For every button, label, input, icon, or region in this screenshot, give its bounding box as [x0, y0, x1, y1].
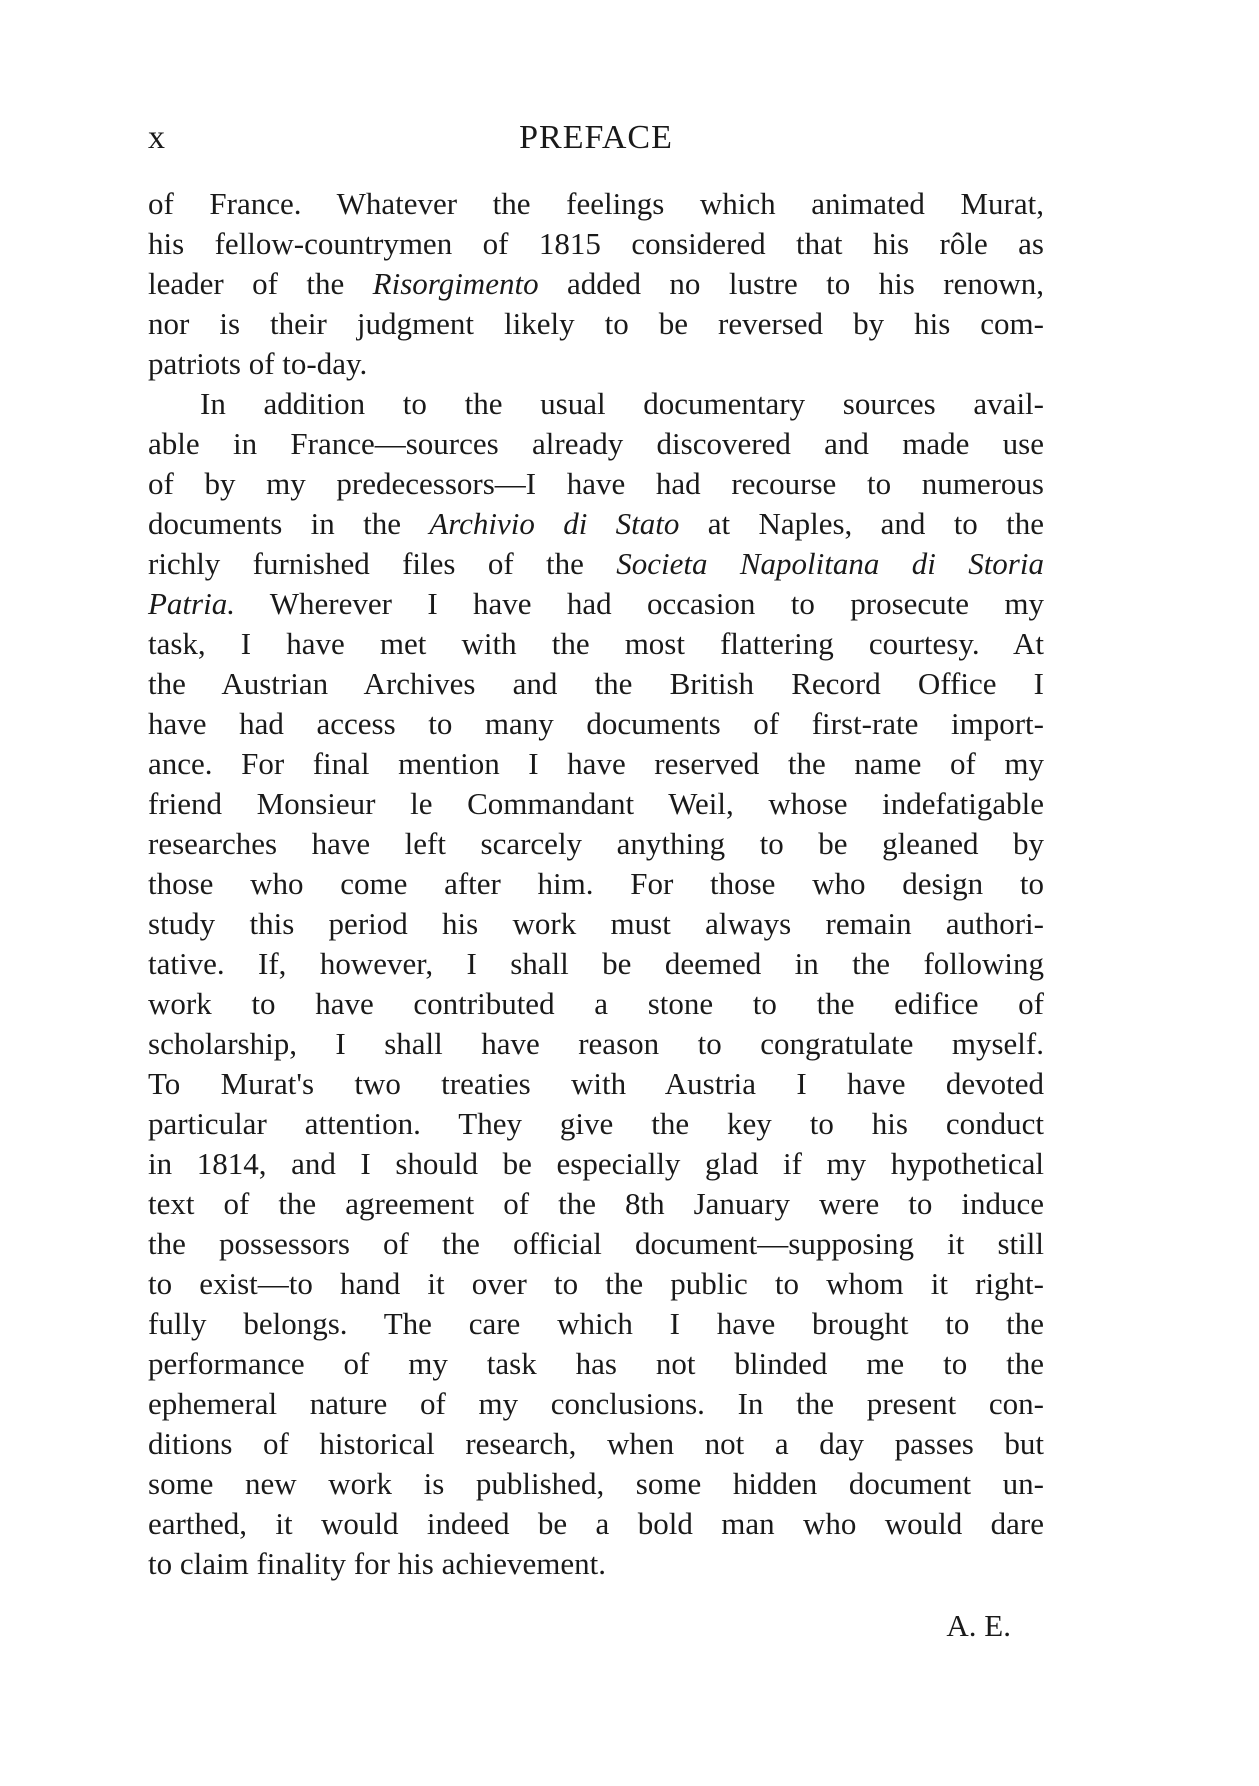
text-line: to claim finality for his achievement.	[148, 1546, 606, 1581]
text-line: have had access to many documents of first-rate import-	[148, 706, 1044, 741]
text-line: task, I have met with the most flattering courtesy. At	[148, 626, 1044, 661]
text-line: in 1814, and I should be especially glad if my hypothetical	[148, 1146, 1044, 1181]
running-head: PREFACE	[519, 119, 673, 156]
text-line: performance of my task has not blinded me to the	[148, 1346, 1044, 1381]
paragraph	[148, 384, 1044, 1584]
page-number: x	[148, 119, 165, 156]
text-line: some new work is published, some hidden document un-	[148, 1466, 1044, 1501]
text-line: of France. Whatever the feelings which animated Murat,	[148, 186, 1044, 221]
text-line: Patria. Wherever I have had occasion to prosecute my	[148, 586, 1044, 621]
text-line: To Murat's two treaties with Austria I have devoted	[148, 1066, 1044, 1101]
text-line: work to have contributed a stone to the edifice of	[148, 986, 1044, 1021]
text-line: of by my predecessors—I have had recourse to numerous	[148, 466, 1044, 501]
text-line: richly furnished files of the Societa Napolitana di Storia	[148, 546, 1044, 581]
text-line: text of the agreement of the 8th January were to induce	[148, 1186, 1044, 1221]
text-line: friend Monsieur le Commandant Weil, whose indefatigable	[148, 786, 1044, 821]
paragraph	[148, 184, 1044, 384]
text-line: In addition to the usual documentary sources avail-	[200, 386, 1044, 421]
text-line: tative. If, however, I shall be deemed in the following	[148, 946, 1044, 981]
text-line: patriots of to-day.	[148, 346, 368, 381]
page-header	[148, 114, 1044, 162]
text-line: particular attention. They give the key to his conduct	[148, 1106, 1044, 1141]
text-line: to exist—to hand it over to the public to whom it right-	[148, 1266, 1044, 1301]
text-line: study this period his work must always remain authori-	[148, 906, 1044, 941]
text-line: ephemeral nature of my conclusions. In the present con-	[148, 1386, 1044, 1421]
text-line: the possessors of the official document—supposing it still	[148, 1226, 1044, 1261]
text-line: ditions of historical research, when not a day passes but	[148, 1426, 1044, 1461]
body-text	[148, 184, 1044, 1584]
text-line: his fellow-countrymen of 1815 considered that his rôle as	[148, 226, 1044, 261]
text-line: those who come after him. For those who design to	[148, 866, 1044, 901]
text-line: documents in the Archivio di Stato at Naples, and to the	[148, 506, 1045, 541]
text-line: scholarship, I shall have reason to congratulate myself.	[148, 1026, 1044, 1061]
text-line: nor is their judgment likely to be reversed by his com-	[148, 306, 1044, 341]
text-line: leader of the Risorgimento added no lustre to his renown,	[148, 266, 1044, 301]
author-initials: A. E.	[946, 1608, 1011, 1643]
text-line: able in France—sources already discovered and made use	[148, 426, 1044, 461]
text-line: earthed, it would indeed be a bold man who would dare	[148, 1506, 1044, 1541]
text-line: researches have left scarcely anything to be gleaned by	[148, 826, 1044, 861]
text-line: fully belongs. The care which I have brought to the	[148, 1306, 1044, 1341]
text-line: the Austrian Archives and the British Record Office I	[148, 666, 1044, 701]
text-line: ance. For final mention I have reserved the name of my	[148, 746, 1044, 781]
